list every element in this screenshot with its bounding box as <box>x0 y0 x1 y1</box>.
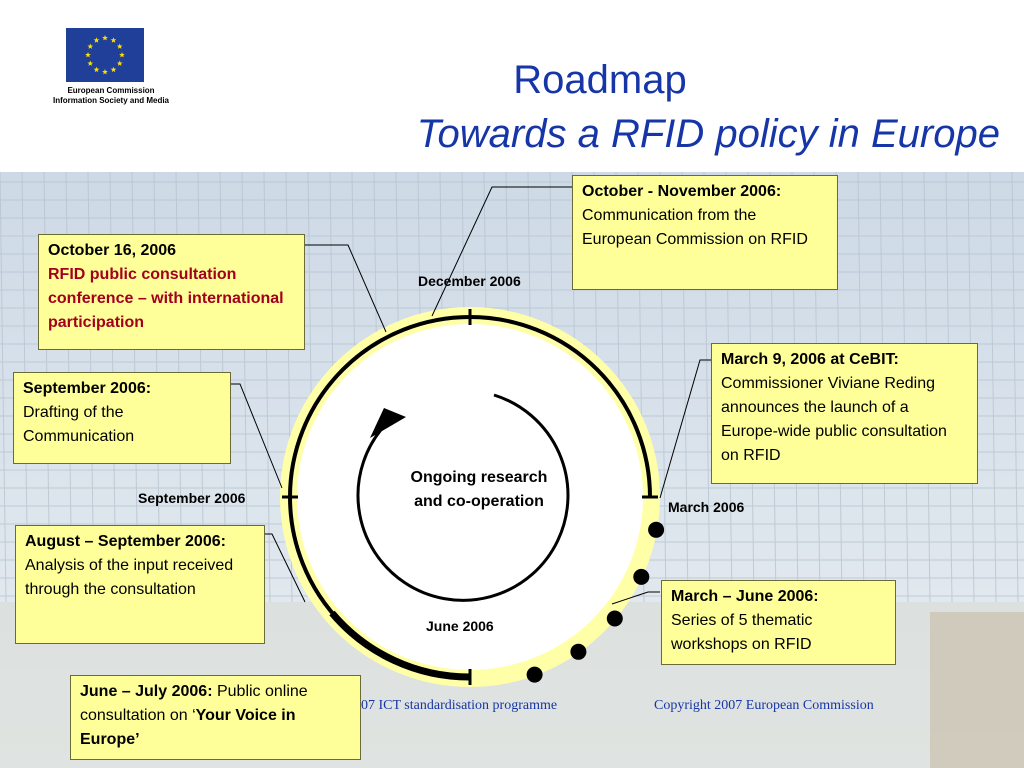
workshop-dot <box>648 522 664 538</box>
date-label-june: June 2006 <box>426 618 494 634</box>
milestone-date: October - November 2006: <box>582 183 782 200</box>
center-text-line1: Ongoing research <box>410 469 548 486</box>
date-label-december: December 2006 <box>418 273 521 289</box>
workshop-dot <box>570 644 586 660</box>
milestone-text: Public online consultation on ‘ <box>80 683 308 724</box>
milestone-box-mar-jun-2006 <box>661 580 896 665</box>
cycle-center-label <box>386 466 572 514</box>
milestone-box-oct16-2006 <box>38 234 305 350</box>
workshop-dot <box>607 611 623 627</box>
footer-copyright: Copyright 2007 European Commission <box>654 698 874 713</box>
center-text-line2: and co-operation <box>414 493 544 510</box>
milestone-text: Commissioner Viviane Reding announces the launch of a Europe-wide public consultation on RFID <box>721 375 947 464</box>
date-label-september: September 2006 <box>138 490 246 506</box>
milestone-date: March 9, 2006 at CeBIT: <box>721 351 899 368</box>
milestone-date: March – June 2006: <box>671 588 819 605</box>
milestone-box-sept-2006 <box>13 372 231 464</box>
milestone-box-jun-jul-2006 <box>70 675 361 760</box>
slide-title: Roadmap <box>513 58 687 102</box>
logo-text-line2: Information Society and Media <box>52 96 169 105</box>
milestone-date: September 2006: <box>23 380 152 397</box>
milestone-box-oct-nov-2006 <box>572 175 838 290</box>
workshop-dot <box>527 667 543 683</box>
milestone-date: June – July 2006: <box>80 683 213 700</box>
milestone-date: October 16, 2006 <box>48 242 177 259</box>
milestone-box-cebit-2006 <box>711 343 978 484</box>
milestone-text: Drafting of the Communication <box>23 404 135 445</box>
milestone-emphasis: Your Voice in Europe’ <box>80 707 296 748</box>
slide-subtitle: Towards a RFID policy in Europe <box>416 112 1000 156</box>
milestone-text: RFID public consultation conference – with international participation <box>48 266 284 331</box>
callout-line-sept <box>231 384 282 488</box>
milestone-date: August – September 2006: <box>25 533 226 550</box>
logo-text-line1: European Commission <box>67 86 155 95</box>
milestone-text: Series of 5 thematic workshops on RFID <box>671 612 813 653</box>
milestone-text: Analysis of the input received through the consultation <box>25 557 234 598</box>
milestone-box-aug-sept-2006 <box>15 525 265 644</box>
workshop-dot <box>633 569 649 585</box>
callout-line-oct16 <box>305 245 386 332</box>
callout-line-oct-nov <box>432 187 574 316</box>
milestone-text: Communication from the European Commission on RFID <box>582 207 808 248</box>
footer-programme: 07 ICT standardisation programme <box>361 698 558 713</box>
callout-line-cebit <box>660 360 711 498</box>
date-label-march: March 2006 <box>668 499 745 515</box>
